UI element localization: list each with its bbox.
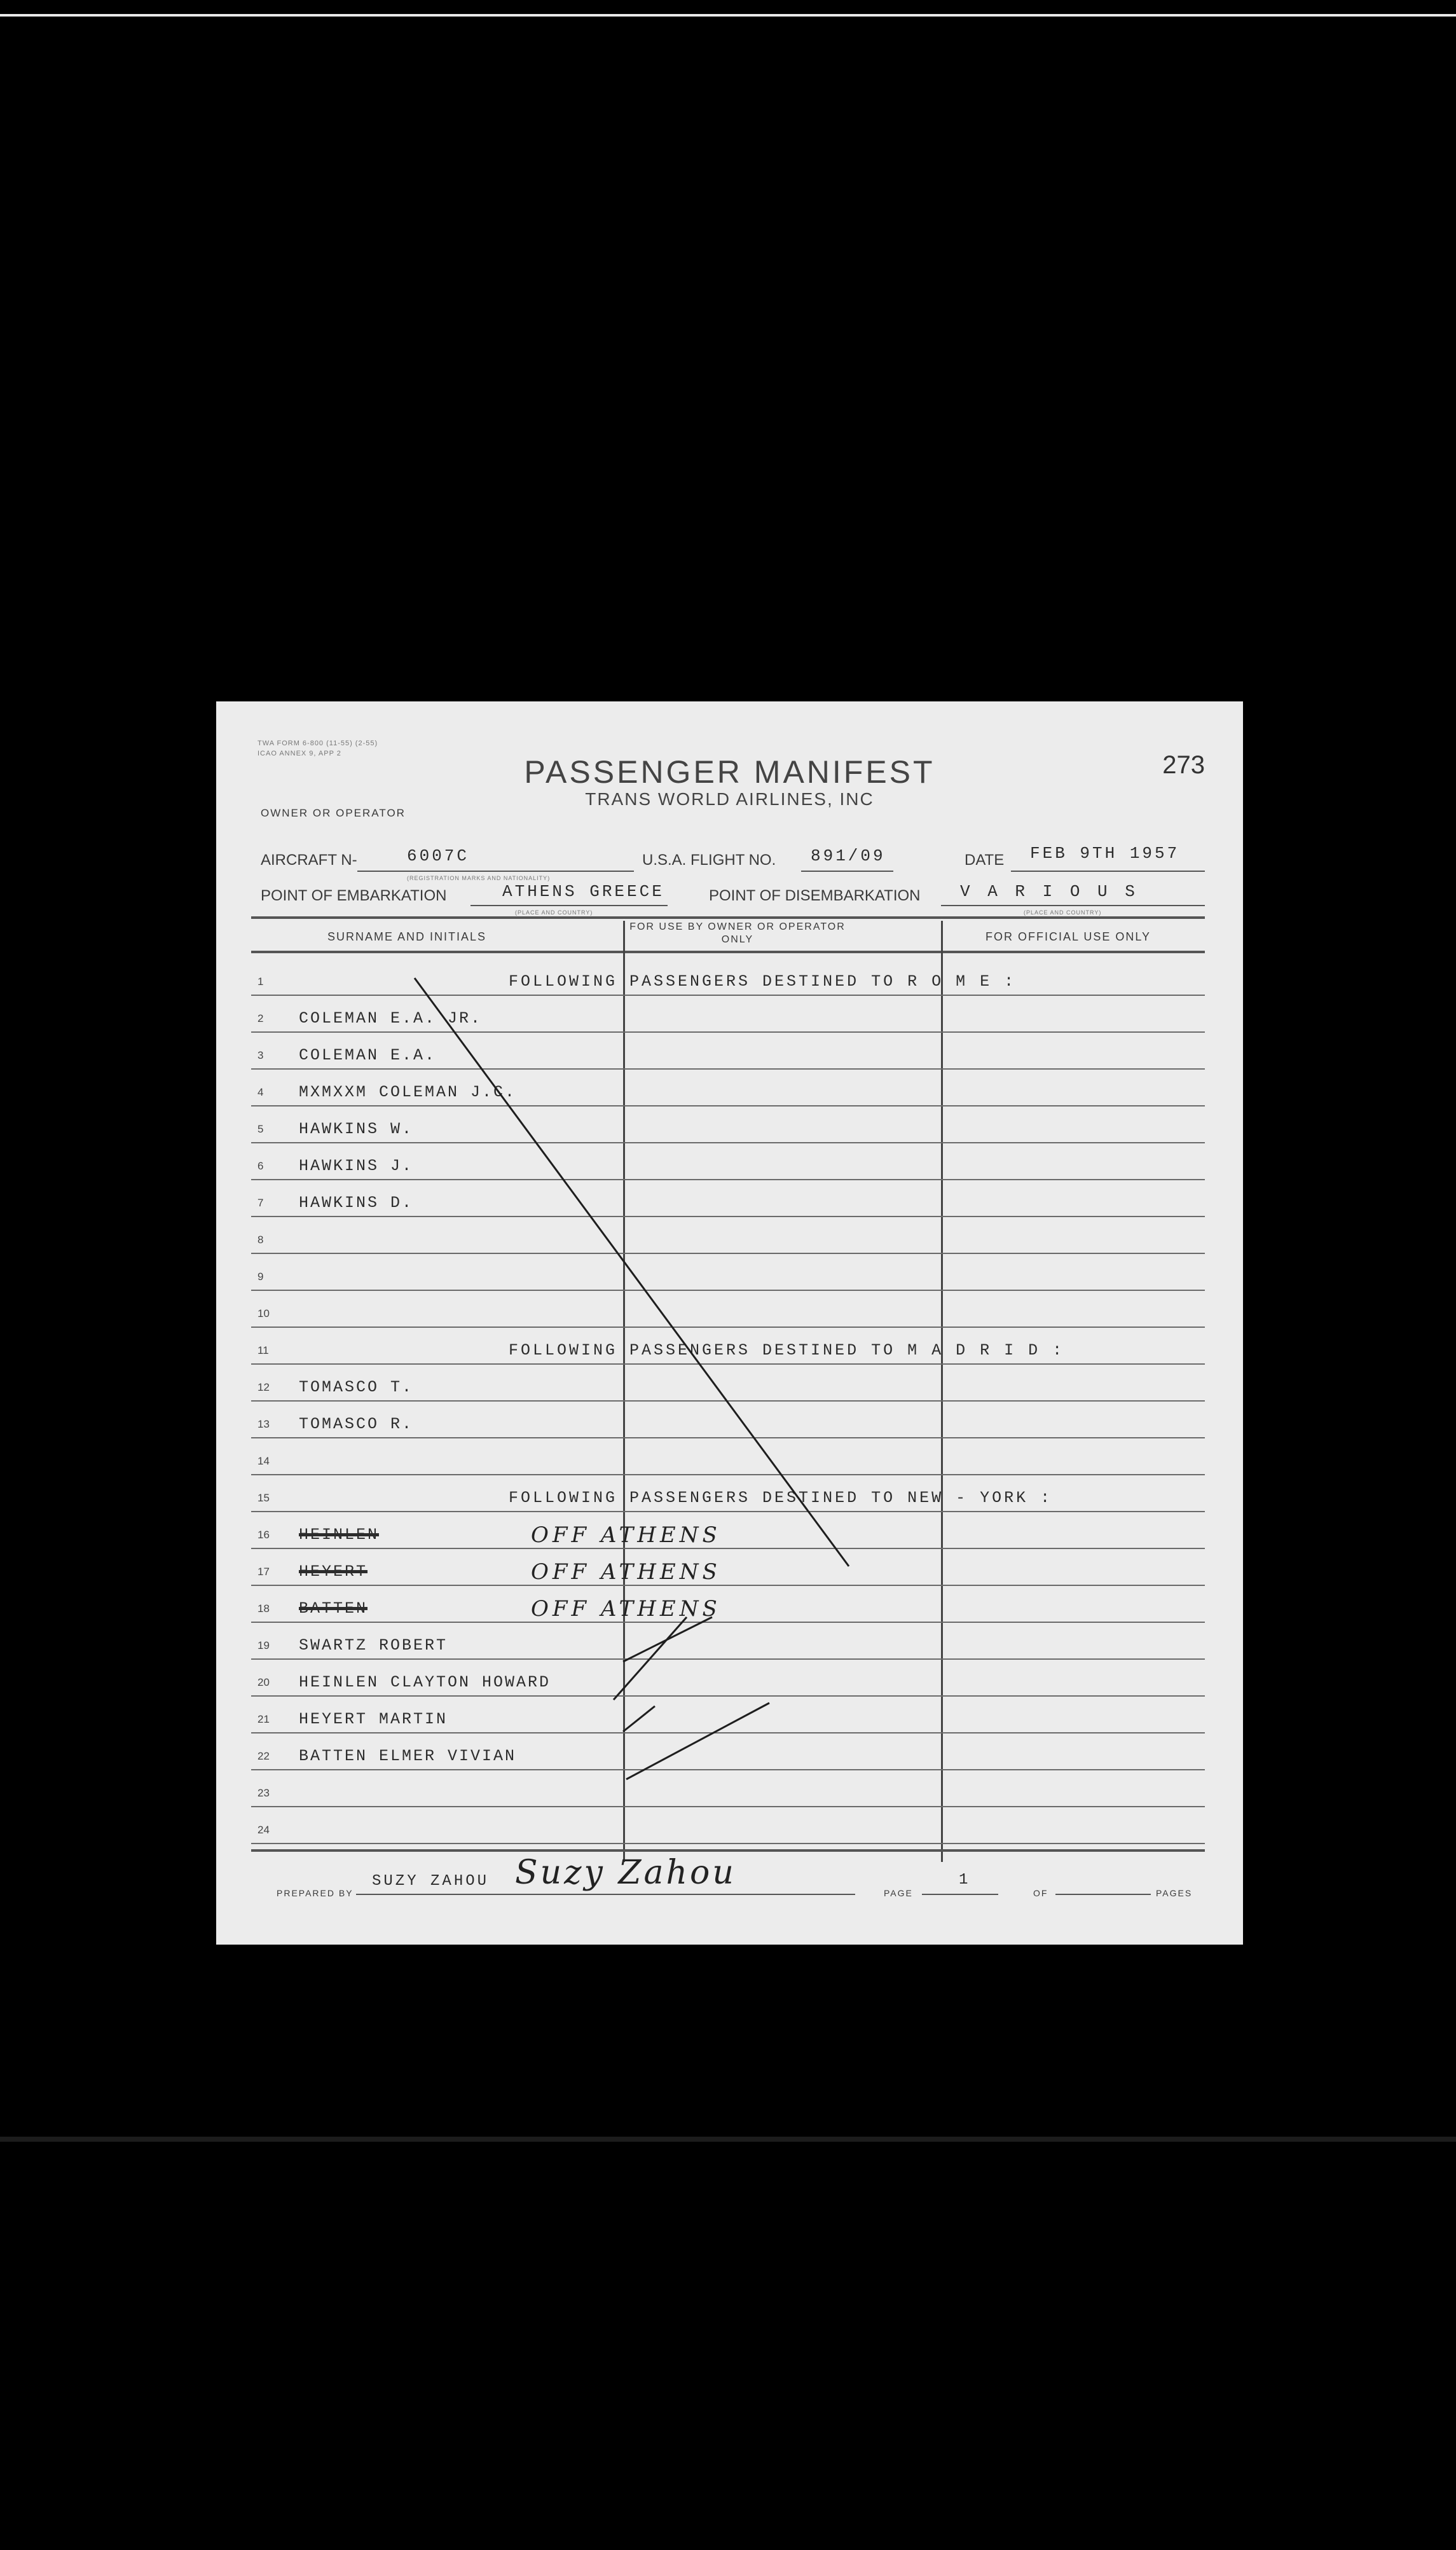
page-value: 1 <box>959 1871 971 1889</box>
flight-label: U.S.A. FLIGHT NO. <box>642 851 776 869</box>
prepared-by-label: PREPARED BY <box>277 1888 354 1898</box>
pen-strokes <box>216 701 1243 1945</box>
col-surname-header: SURNAME AND INITIALS <box>327 930 487 943</box>
row-number: 23 <box>258 1787 270 1799</box>
pages-label: PAGES <box>1156 1888 1193 1898</box>
destination-heading: FOLLOWING PASSENGERS DESTINED TO R O M E : <box>509 972 1017 991</box>
page-title: PASSENGER MANIFEST <box>524 754 935 790</box>
row-number: 22 <box>258 1750 270 1762</box>
row-number: 16 <box>258 1529 270 1541</box>
row-number: 24 <box>258 1824 270 1836</box>
row-number: 19 <box>258 1639 270 1651</box>
handwritten-note: OFF ATHENS <box>531 1522 721 1548</box>
passenger-name: COLEMAN E.A. <box>299 1046 437 1065</box>
passenger-name: SWARTZ ROBERT <box>299 1636 448 1655</box>
prepared-by-underline <box>356 1894 855 1895</box>
handwritten-note: OFF ATHENS <box>531 1596 721 1622</box>
pen-tick-21 <box>623 1706 655 1732</box>
manifest-sheet <box>216 701 1243 1945</box>
passenger-name: MXMXXM COLEMAN J.C. <box>299 1083 517 1101</box>
row-number: 17 <box>258 1566 270 1578</box>
disembarkation-value: V A R I O U S <box>960 882 1139 901</box>
destination-heading: FOLLOWING PASSENGERS DESTINED TO M A D R I D : <box>509 1341 1065 1360</box>
passenger-name: HAWKINS J. <box>299 1157 414 1175</box>
page-label: PAGE <box>884 1888 913 1898</box>
col-owner-header: FOR USE BY OWNER OR OPERATOR ONLY <box>629 921 846 945</box>
pen-tick-22 <box>626 1703 769 1779</box>
row-number: 14 <box>258 1455 270 1467</box>
owner-label: OWNER OR OPERATOR <box>261 807 406 819</box>
passenger-name-struck: BATTEN <box>299 1599 368 1618</box>
row-number: 13 <box>258 1418 270 1430</box>
aircraft-note: (REGISTRATION MARKS AND NATIONALITY) <box>407 875 551 881</box>
of-underline <box>1055 1894 1151 1895</box>
row-number: 7 <box>258 1197 264 1209</box>
diagonal-pen-stroke <box>415 978 849 1566</box>
passenger-name: HAWKINS W. <box>299 1120 414 1138</box>
passenger-name-struck: HEINLEN <box>299 1526 380 1544</box>
disembarkation-label: POINT OF DISEMBARKATION <box>709 887 921 904</box>
row-number: 8 <box>258 1234 264 1246</box>
row-number: 2 <box>258 1012 264 1024</box>
col-official-header: FOR OFFICIAL USE ONLY <box>985 930 1151 943</box>
row-number: 11 <box>258 1344 269 1356</box>
page-number: 273 <box>1162 751 1205 779</box>
handwritten-note: OFF ATHENS <box>531 1559 721 1585</box>
row-number: 1 <box>258 975 264 988</box>
signature: Suzy Zahou <box>515 1854 736 1892</box>
row-number: 18 <box>258 1602 270 1615</box>
passenger-name: HAWKINS D. <box>299 1194 414 1212</box>
passenger-name: COLEMAN E.A. JR. <box>299 1009 483 1028</box>
form-annex: ICAO ANNEX 9, APP 2 <box>258 750 341 757</box>
embarkation-note: (PLACE AND COUNTRY) <box>515 909 593 916</box>
flight-value: 891/09 <box>811 846 886 865</box>
form-code: TWA FORM 6-800 (11-55) (2-55) <box>258 740 378 747</box>
row-number: 4 <box>258 1086 264 1098</box>
aircraft-label: AIRCRAFT N- <box>261 851 357 869</box>
passenger-name: TOMASCO R. <box>299 1415 414 1433</box>
prepared-by-value: SUZY ZAHOU <box>372 1873 490 1890</box>
row-number: 5 <box>258 1123 264 1135</box>
date-label: DATE <box>965 851 1005 869</box>
page-underline <box>922 1894 998 1895</box>
embarkation-label: POINT OF EMBARKATION <box>261 887 447 904</box>
row-number: 15 <box>258 1492 270 1504</box>
pen-tick-20 <box>614 1617 687 1700</box>
top-rule <box>0 14 1456 17</box>
date-value: FEB 9TH 1957 <box>1030 844 1180 863</box>
passenger-name: BATTEN ELMER VIVIAN <box>299 1747 517 1765</box>
row-number: 20 <box>258 1676 270 1688</box>
of-label: OF <box>1033 1888 1048 1898</box>
passenger-name: HEYERT MARTIN <box>299 1710 448 1728</box>
row-number: 21 <box>258 1713 270 1725</box>
passenger-name: HEINLEN CLAYTON HOWARD <box>299 1673 551 1692</box>
row-number: 9 <box>258 1271 264 1283</box>
embarkation-value: ATHENS GREECE <box>502 882 664 901</box>
destination-heading: FOLLOWING PASSENGERS DESTINED TO NEW - YORK : <box>509 1489 1053 1507</box>
background-band <box>0 2137 1456 2142</box>
page-subtitle: TRANS WORLD AIRLINES, INC <box>585 789 874 809</box>
aircraft-value: 6007C <box>407 846 470 865</box>
row-number: 12 <box>258 1381 270 1393</box>
disembarkation-note: (PLACE AND COUNTRY) <box>1024 909 1102 916</box>
passenger-name: TOMASCO T. <box>299 1378 414 1396</box>
row-number: 10 <box>258 1307 270 1320</box>
row-number: 3 <box>258 1049 264 1061</box>
row-number: 6 <box>258 1160 264 1172</box>
passenger-name-struck: HEYERT <box>299 1562 368 1581</box>
